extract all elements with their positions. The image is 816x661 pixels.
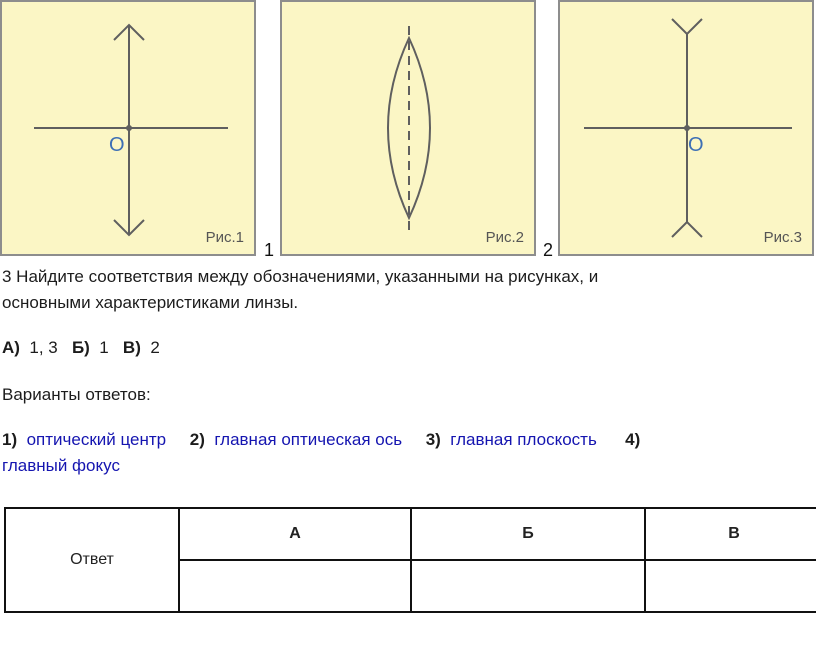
center-point: [684, 125, 690, 131]
mapping-b-value: 1: [99, 338, 109, 357]
option-1-text: оптический центр: [26, 430, 167, 449]
option-4-num: 4): [625, 430, 641, 449]
mapping-c-label: В): [122, 338, 141, 357]
option-3-num: 3): [425, 430, 441, 449]
option-2-text: главная оптическая ось: [214, 430, 403, 449]
mapping-b-label: Б): [71, 338, 90, 357]
column-header-c: В: [645, 508, 816, 560]
answer-cell-a[interactable]: [179, 560, 411, 612]
figure-1: [0, 0, 256, 256]
question-line-1: 3 Найдите соответствия между обозначениями, указанными на рисунках, и: [2, 267, 599, 286]
answer-row-header: Ответ: [5, 508, 179, 612]
option-3-text: главная плоскость: [450, 430, 597, 449]
answer-cell-c[interactable]: [645, 560, 816, 612]
fork-bottom: [672, 222, 702, 237]
point-label-o: O: [688, 134, 704, 156]
biconvex-lens-diagram: [282, 2, 534, 254]
point-label-o: O: [109, 134, 125, 156]
column-header-b: Б: [411, 508, 645, 560]
mapping-a-value: 1, 3: [29, 338, 58, 357]
mapping-a-label: А): [2, 338, 20, 357]
converging-lens-diagram: [2, 2, 254, 254]
mapping-line: [2, 338, 160, 358]
column-header-a: А: [179, 508, 411, 560]
option-4-text: главный фокус: [2, 456, 120, 475]
figure-number-1: 1: [264, 240, 275, 260]
center-point: [126, 125, 132, 131]
figure-caption: Рис.3: [763, 229, 802, 246]
option-2-num: 2): [189, 430, 205, 449]
variants-title: Варианты ответов:: [2, 385, 151, 404]
figure-number-2: 2: [543, 240, 554, 260]
mapping-c-value: 2: [150, 338, 160, 357]
option-4-line: [2, 456, 120, 476]
answer-cell-b[interactable]: [411, 560, 645, 612]
answer-table: [4, 507, 816, 613]
options-line: [2, 430, 640, 450]
figure-2: [280, 0, 536, 256]
diverging-lens-diagram: [560, 2, 812, 254]
figure-3: [558, 0, 814, 256]
figure-caption: Рис.2: [485, 229, 524, 246]
fork-top: [672, 19, 702, 34]
option-1-num: 1): [2, 430, 18, 449]
figure-caption: Рис.1: [205, 229, 244, 246]
question-line-2: основными характеристиками линзы.: [2, 293, 299, 312]
